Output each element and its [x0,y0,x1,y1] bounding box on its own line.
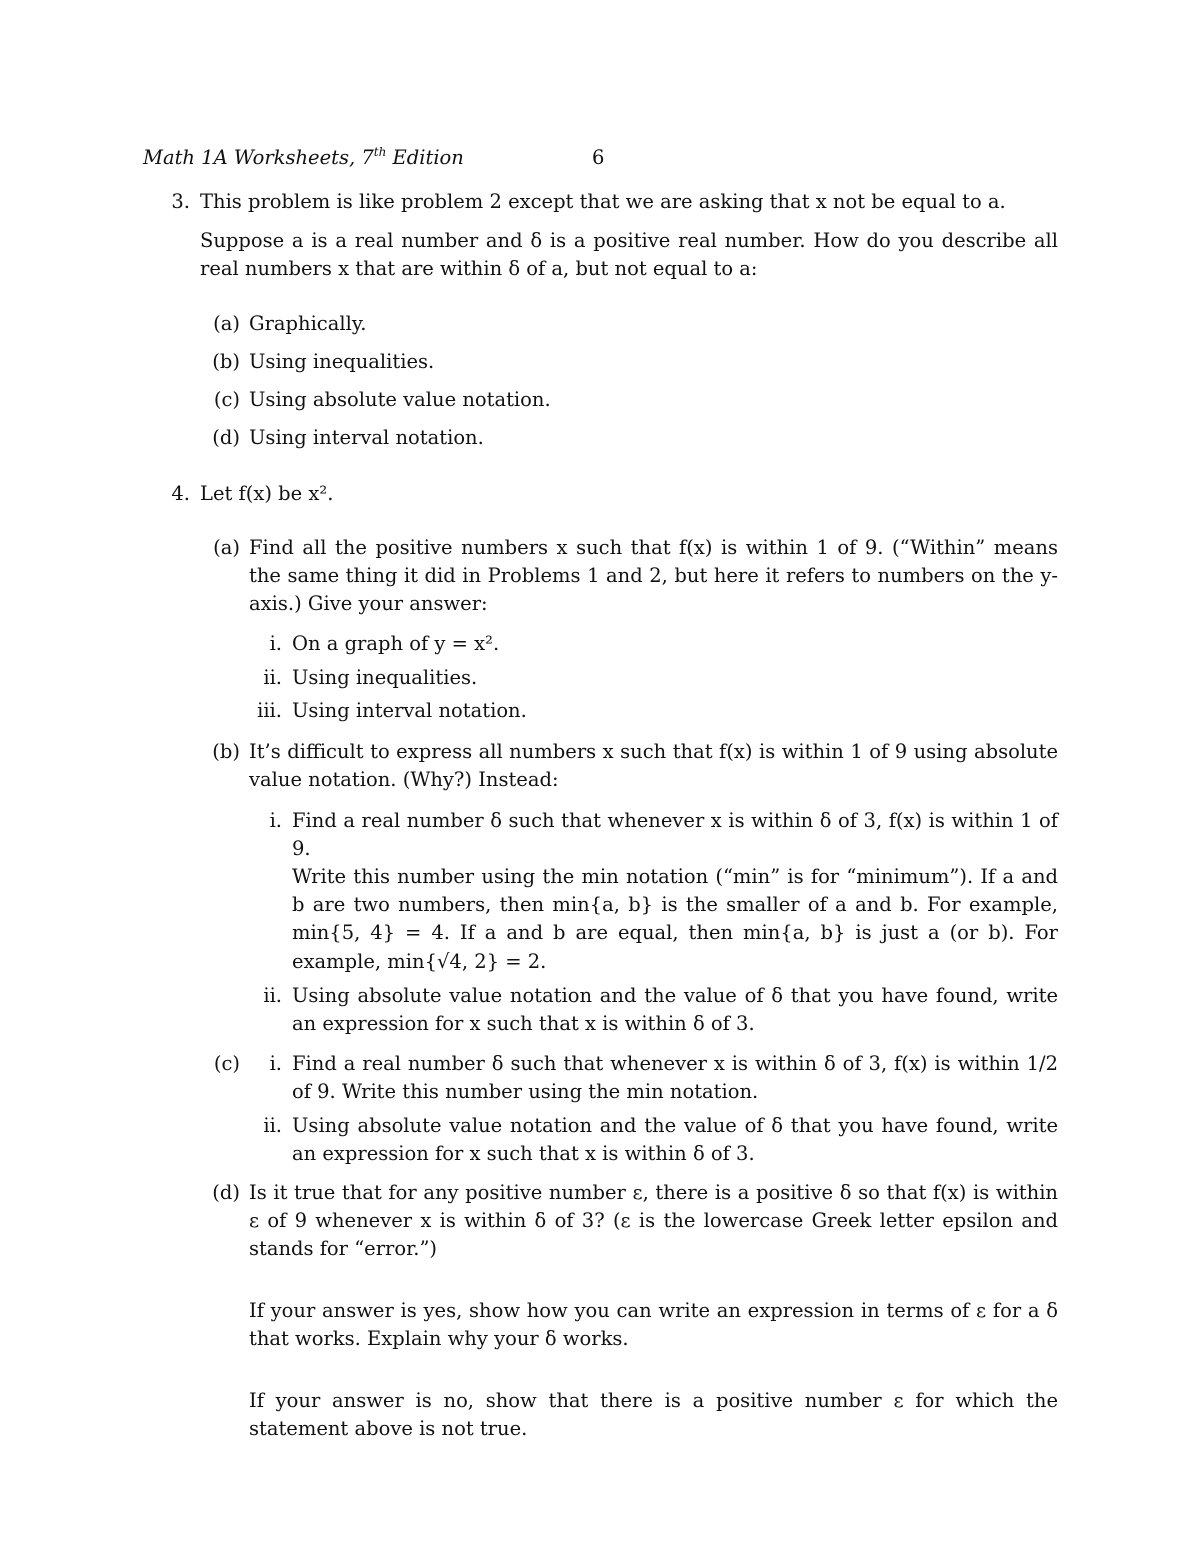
problem-4-a-ii-text: Using inequalities. [292,666,478,689]
page-title [143,144,464,172]
problem-3-part-c-label: (c) [213,388,240,411]
problem-4-d-label: (d) [212,1181,240,1204]
problem-3-part-b-text: Using inequalities. [249,350,435,373]
problem-3-part-a-text: Graphically. [249,312,367,335]
problem-4-c-ii-text: Using absolute value notation and the value of δ that you have found, write an expression for x such that x is within δ of 3. [292,1114,1058,1166]
problem-4-c-label: (c) [213,1052,240,1075]
problem-4-number: 4. [171,482,190,505]
title-prefix: Math 1A Worksheets, 7 [143,146,374,169]
problem-4-a-ii-label: ii. [263,666,282,689]
problem-3-part-d-text: Using interval notation. [249,426,484,449]
problem-3-question: Suppose a is a real number and δ is a positive real number. How do you describe all real numbers x that are within δ of a, but not equal to a: [200,229,1058,281]
problem-4-a-iii-text: Using interval notation. [292,699,527,722]
problem-4-b-label: (b) [212,740,240,763]
title-suffix: Edition [386,146,464,169]
problem-4-c-i-text: Find a real number δ such that whenever x is within δ of 3, f(x) is within 1/2 of 9. Write this number using the min notation. [292,1052,1058,1104]
problem-4-a-i-text: On a graph of y = x². [292,632,500,655]
problem-4-b-text: It’s difficult to express all numbers x such that f(x) is within 1 of 9 using absolute value notation. (Why?) Instead: [249,740,1058,792]
problem-4-a-iii-label: iii. [257,699,282,722]
problem-4-b-i-label: i. [269,809,282,832]
title-superscript: th [373,145,387,159]
problem-3-part-b-label: (b) [212,350,240,373]
problem-4-a-label: (a) [213,536,240,559]
problem-4-d-no-text: If your answer is no, show that there is a positive number ε for which the statement above is not true. [249,1389,1058,1441]
page-number: 6 [592,146,605,169]
problem-4-b-ii-text: Using absolute value notation and the value of δ that you have found, write an expression for x such that x is within δ of 3. [292,984,1058,1036]
problem-4-intro: Let f(x) be x². [200,482,334,505]
problem-3-part-a-label: (a) [213,312,240,335]
problem-4-a-i-label: i. [269,632,282,655]
problem-3-number: 3. [171,190,190,213]
problem-3-part-c-text: Using absolute value notation. [249,388,551,411]
problem-3-part-d-label: (d) [212,426,240,449]
problem-4-b-ii-label: ii. [263,984,282,1007]
problem-3-intro: This problem is like problem 2 except that we are asking that x not be equal to a. [200,190,1006,213]
problem-4-a-text: Find all the positive numbers x such that f(x) is within 1 of 9. (“Within” means the same thing it did in Problems 1 and 2, but here it refers to numbers on the y-axis.) Give your answer: [249,536,1058,616]
problem-4-d-text: Is it true that for any positive number ε, there is a positive δ so that f(x) is within ε of 9 whenever x is within δ of 3? (ε is the lowercase Greek letter epsilon and stands for “error.”) [249,1181,1058,1261]
problem-4-d-yes-text: If your answer is yes, show how you can write an expression in terms of ε for a δ that works. Explain why your δ works. [249,1299,1058,1351]
problem-4-b-i-text: Find a real number δ such that whenever x is within δ of 3, f(x) is within 1 of 9. [292,809,1058,861]
problem-4-b-i-min-notation: Write this number using the min notation (“min” is for “minimum”). If a and b are two numbers, then min{a, b} is the smaller of a and b. For example, min{5, 4} = 4. If a and b are equal, then min{a, b} is just a (or b). For example, min{√4, 2} = 2. [292,865,1058,973]
problem-4-c-i-label: i. [269,1052,282,1075]
problem-4-c-ii-label: ii. [263,1114,282,1137]
